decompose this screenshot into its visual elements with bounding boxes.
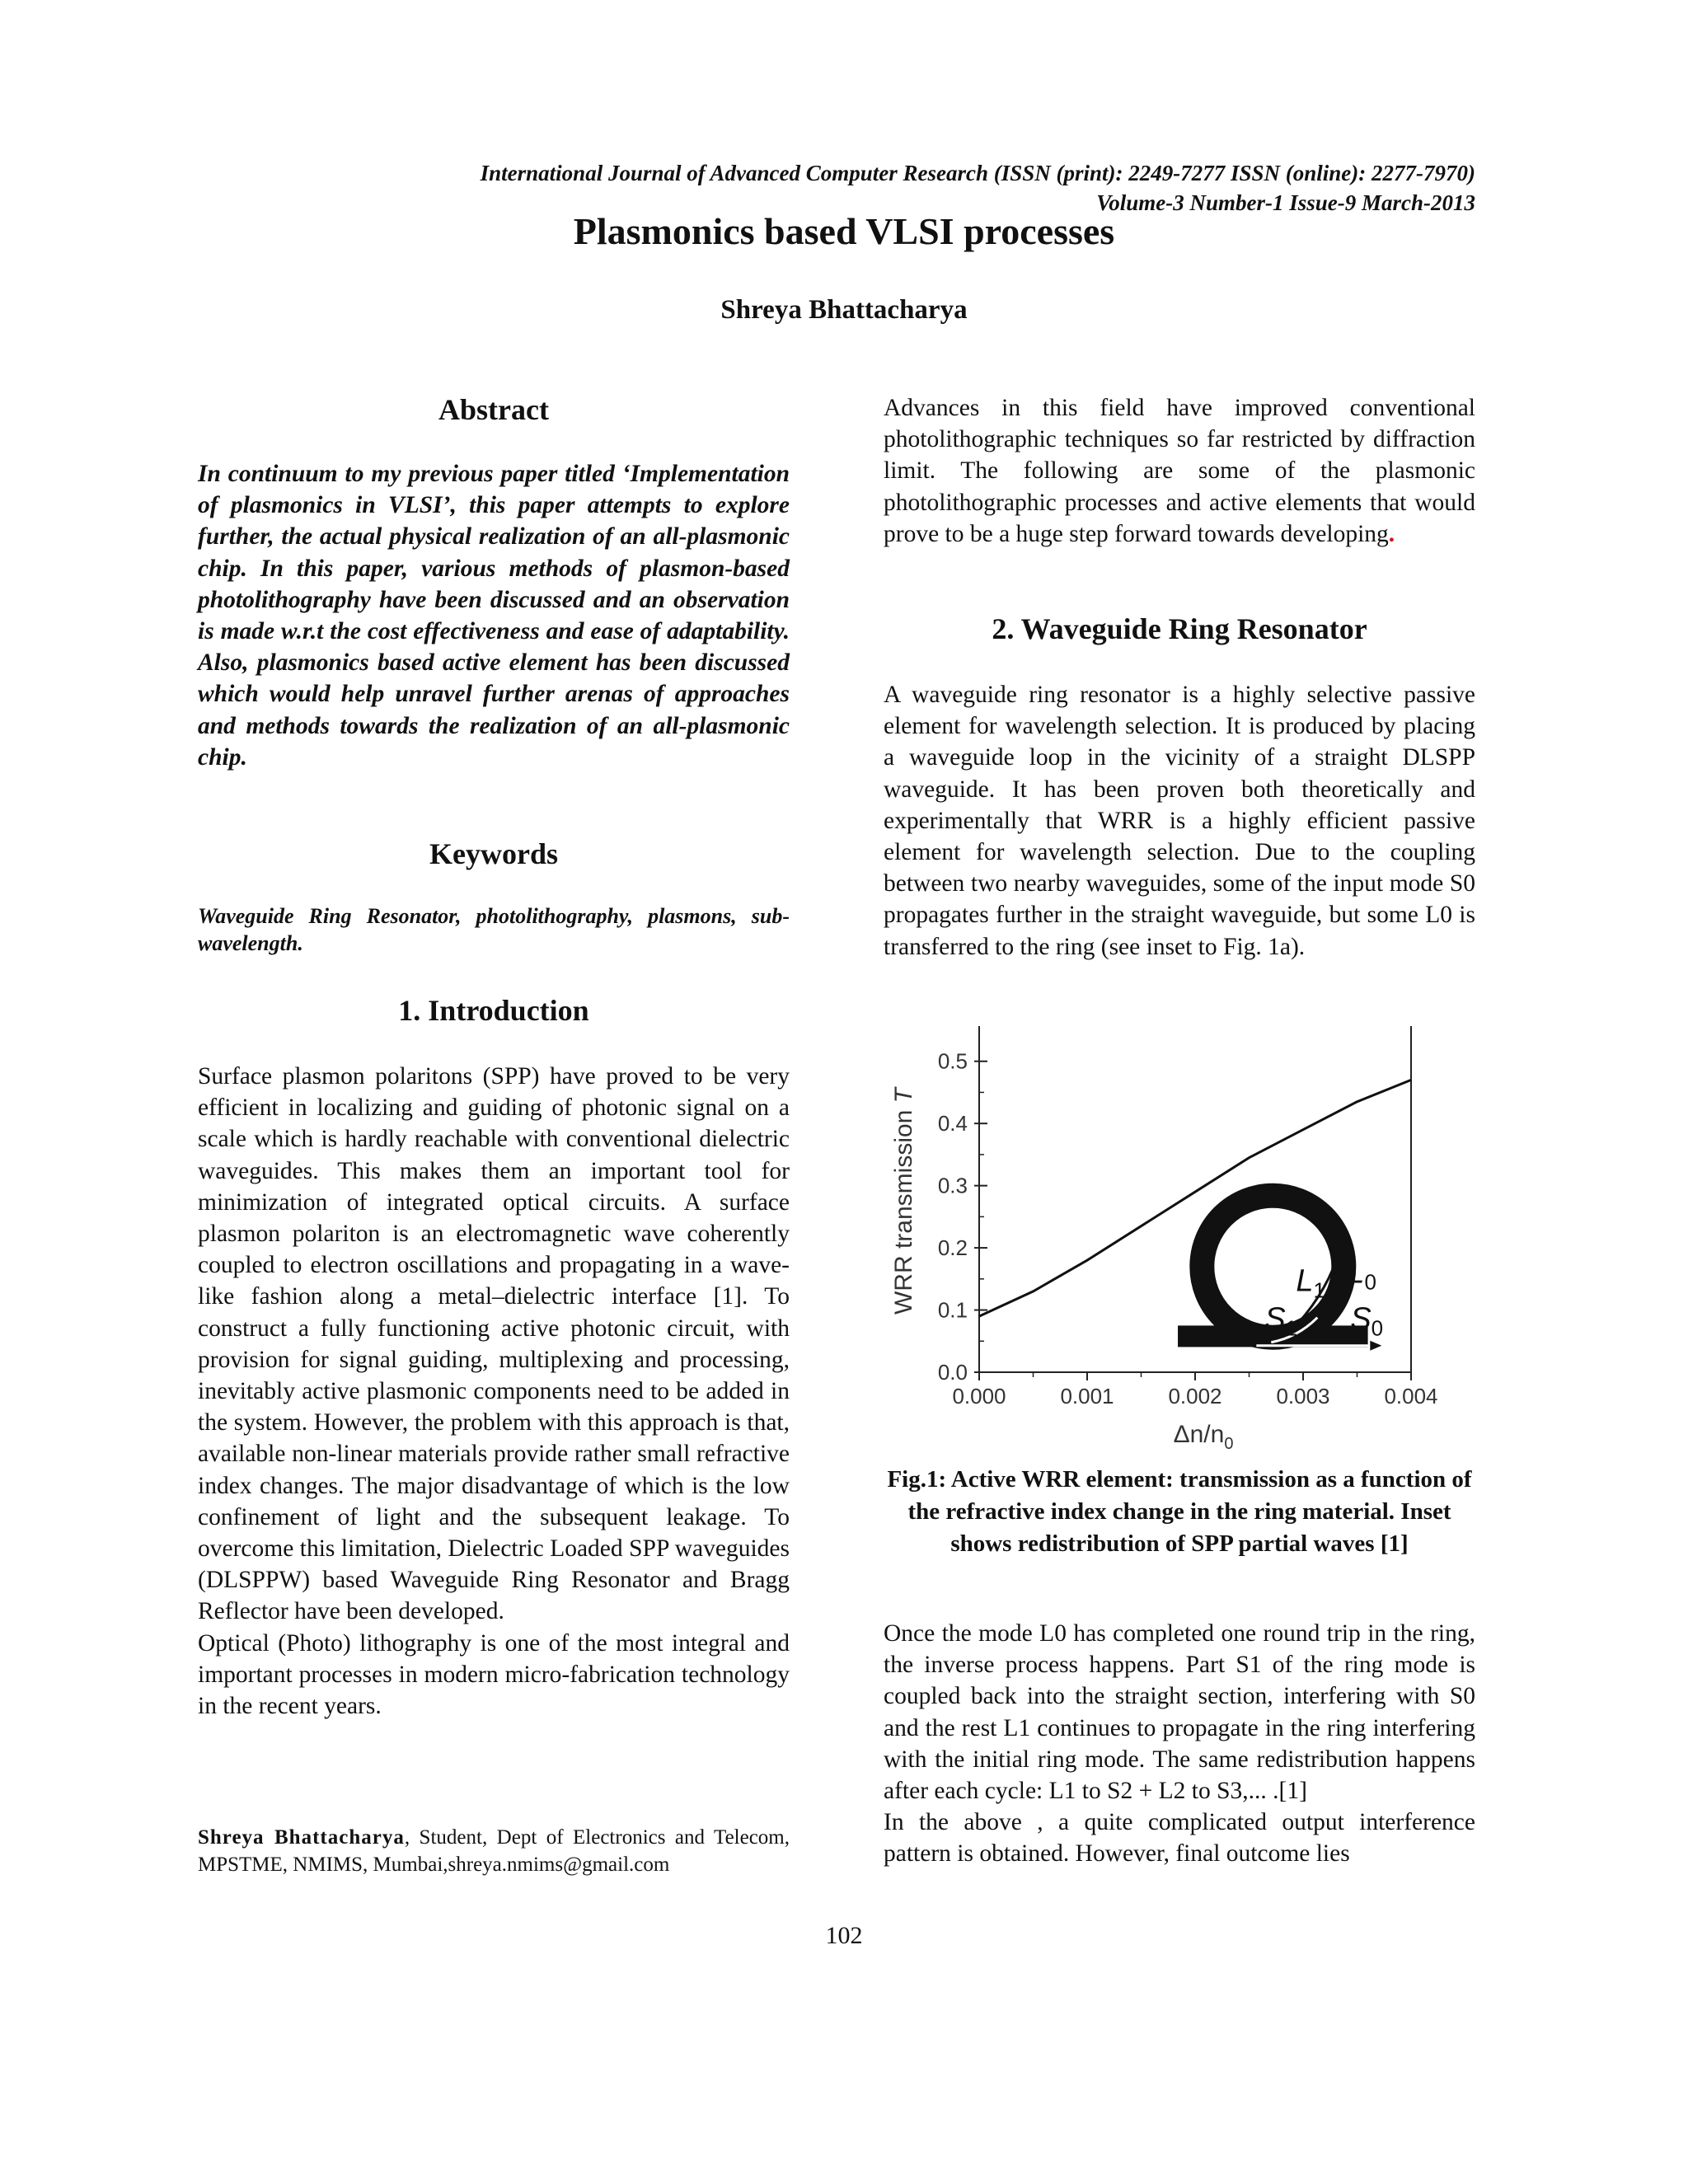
x-tick-label: 0.000 xyxy=(952,1384,1006,1408)
inset-label-l0: $L_0$ xyxy=(1347,1255,1376,1295)
introduction-paragraph-1: Surface plasmon polaritons (SPP) have proved to be very efficient in localizing and guiding of photonic signal on a scale which is hardly reachable with conventional dielectric waveguides. This makes them an important tool for minimization of integrated optical circuits. A surface plasmon polariton is an electromagnetic wave coherently coupled to electron oscillations and propagating in a wave-like fashion along a metal–dielectric interface [1]. To construct a fully functioning active photonic circuit, with provision for signal guiding, multiplexing and processing, inevitably active plasmonic components need to be added in the system. However, the problem with this approach is that, available non-linear materials provide rather small refractive index changes. The major disadvantage of which is the low confinement of light and the subsequent leakage. To overcome this limitation, Dielectric Loaded SPP waveguides (DLSPPW) based Waveguide Ring Resonator and Bragg Reflector have been developed. xyxy=(198,1063,790,1625)
x-tick-label: 0.003 xyxy=(1276,1384,1330,1408)
keywords-text: Waveguide Ring Resonator, photolithography, plasmons, sub-wavelength. xyxy=(198,904,790,955)
abstract-heading: Abstract xyxy=(438,393,549,426)
introduction-paragraph-2: Optical (Photo) lithography is one of the most integral and important processes in modern micro-fabrication technology in the recent years. xyxy=(198,1629,790,1720)
volume-line: Volume-3 Number-1 Issue-9 March-2013 xyxy=(1096,190,1475,215)
abstract-text: In continuum to my previous paper titled ‘Implementation of plasmonics in VLSI’, this paper attempts to explore further, the actual physical realization of an all-plasmonic chip. In this paper, various methods of plasmon-based photolithography have been discussed and an observation is made w.r.t the cost effectiveness and ease of adaptability. Also, plasmonics based active element has been discussed which would help unravel further arenas of approaches and methods towards the realization of an all-plasmonic chip. xyxy=(198,461,790,771)
y-tick-label: 0.0 xyxy=(937,1360,968,1385)
section2-paragraph-2 xyxy=(884,1618,1475,1870)
y-axis-label-variable: T xyxy=(890,1087,917,1104)
right-intro-text: Advances in this field have improved conventional photolithographic techniques so far restricted by diffraction limit. The following are some of the plasmonic photolithographic processes and active elements that would prove to be a huge step forward towards developing xyxy=(884,395,1475,547)
inset-label-s0: $S_0$ xyxy=(1350,1301,1384,1341)
y-tick-label: 0.2 xyxy=(937,1235,968,1261)
x-tick-label: 0.001 xyxy=(1060,1384,1114,1408)
footnote-affiliation: , Student, Dept of Electronics and Telecom, MPSTME, NMIMS, Mumbai,shreya.nmims@gmail.com xyxy=(198,1826,790,1876)
y-axis-label: WRR transmission T xyxy=(890,1085,917,1315)
x-axis-label: $\Delta n/n_0$ xyxy=(1173,1421,1234,1453)
red-period: . xyxy=(1388,520,1395,547)
figure-1-chart xyxy=(884,1014,1475,1459)
inset-label-l1-subscript: 1 xyxy=(1313,1277,1325,1303)
section2-paragraph-1: A waveguide ring resonator is a highly selective passive element for wavelength selection. It is produced by placing a waveguide loop in the vicinity of a straight DLSPP waveguide. It has been proven both theoretically and experimentally that WRR is a highly efficient passive element for wavelength selection. Due to the coupling between two nearby waveguides, some of the input mode S0 propagates further in the straight waveguide, but some L0 is transferred to the ring (see inset to Fig. 1a). xyxy=(884,682,1475,960)
x-tick-label: 0.002 xyxy=(1168,1384,1222,1408)
paper-author: Shreya Bhattacharya xyxy=(720,295,968,325)
y-tick-label: 0.3 xyxy=(937,1173,968,1198)
x-tick-label: 0.004 xyxy=(1384,1384,1438,1408)
inset-label-s0-subscript: 0 xyxy=(1371,1315,1384,1341)
inset-label-s1-subscript: 1 xyxy=(1285,1315,1298,1341)
section2-paragraph-2-text: Once the mode L0 has completed one round trip in the ring, the inverse process happens. Part S1 of the ring mode is coupled back into the straight section, interfering with S0 and the rest L1 continues to propagate in the ring interfering with the initial ring mode. The same redistribution happens after each cycle: L1 to S2 + L2 to S3,... .[1] xyxy=(884,1620,1475,1805)
y-tick-label: 0.5 xyxy=(937,1048,968,1074)
figure-1-caption: Fig.1: Active WRR element: transmission as a function of the refractive index change in the ring material. Inset shows redistribution of SPP partial waves [1] xyxy=(887,1466,1472,1557)
inset-arrowhead-s0 xyxy=(1370,1341,1381,1351)
introduction-heading: 1. Introduction xyxy=(398,994,589,1027)
paper-title: Plasmonics based VLSI processes xyxy=(573,210,1115,252)
inset-label-l1: $L_1$ xyxy=(1296,1263,1325,1303)
section2-heading: 2. Waveguide Ring Resonator xyxy=(992,612,1367,645)
chart-layer xyxy=(890,1026,1438,1453)
introduction-text xyxy=(198,1061,790,1722)
inset-label-s1: $S_1$ xyxy=(1264,1301,1298,1341)
footnote-author-name: Shreya Bhattacharya xyxy=(198,1826,405,1849)
y-tick-label: 0.1 xyxy=(937,1297,968,1323)
right-intro-paragraph xyxy=(884,392,1475,550)
section2-paragraph-3-text: In the above , a quite complicated output interference pattern is obtained. However, final outcome lies xyxy=(884,1809,1475,1868)
x-axis-label-subscript: 0 xyxy=(1224,1435,1234,1453)
y-tick-label: 0.4 xyxy=(937,1111,968,1137)
author-footnote xyxy=(198,1824,790,1878)
keywords-heading: Keywords xyxy=(429,837,558,870)
inset-label-l0-subscript: 0 xyxy=(1364,1269,1376,1295)
page-number: 102 xyxy=(825,1922,863,1949)
journal-line: International Journal of Advanced Computer Research (ISSN (print): 2249-7277 ISSN (online): 2277-7970) xyxy=(480,161,1475,185)
